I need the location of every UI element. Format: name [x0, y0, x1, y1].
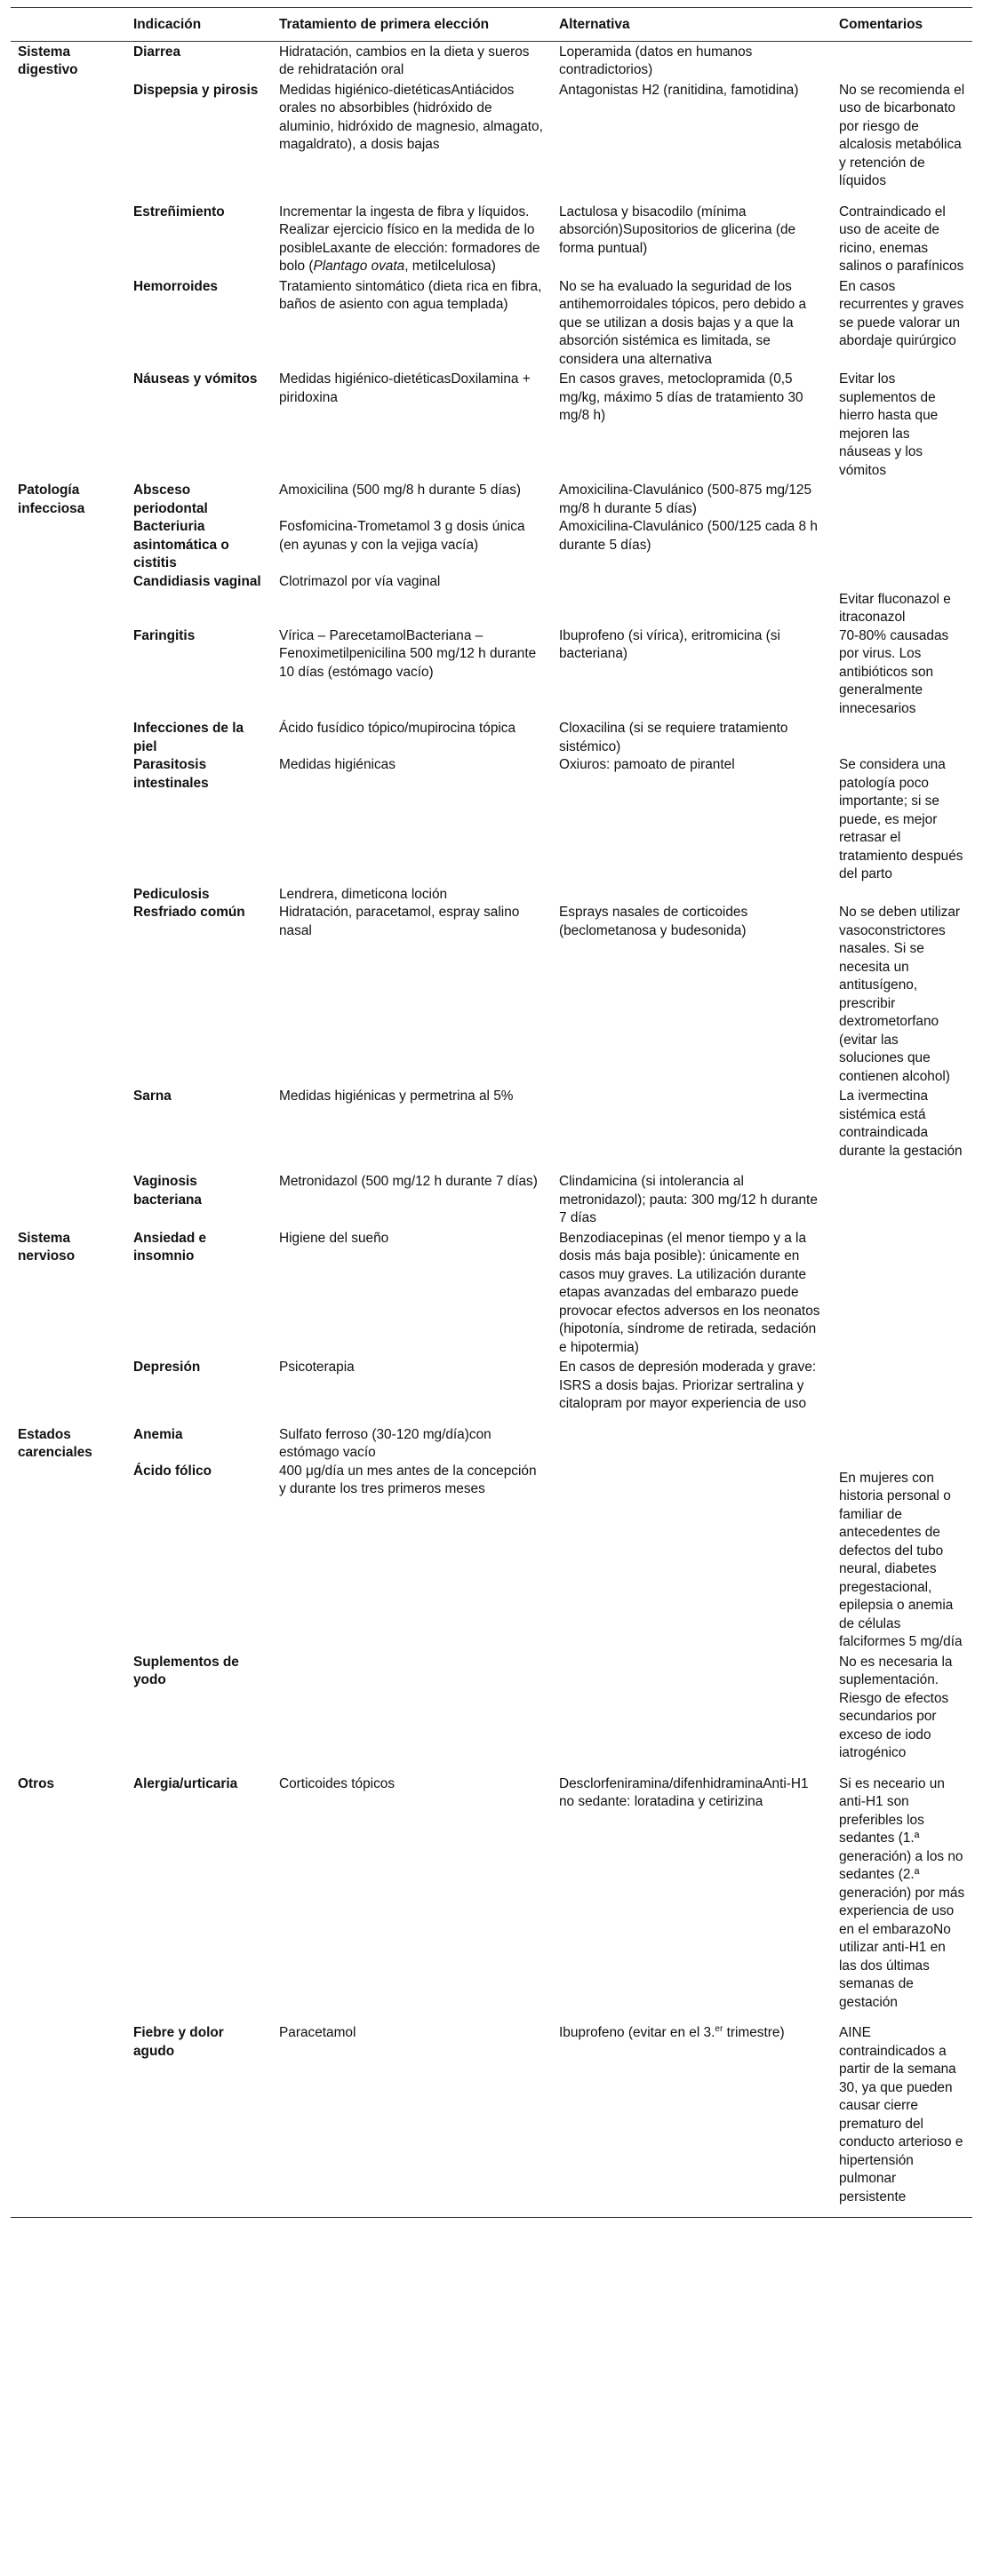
comment: [832, 1228, 972, 1358]
first-choice: Fosfomicina-Trometamol 3 g dosis única (en ayunas y con la vejiga vacía): [279, 519, 525, 553]
table-row: [11, 756, 972, 884]
first-choice: Sulfato ferroso (30-120 mg/día)con estómago vacío: [279, 1426, 492, 1460]
section-label: Patología infecciosa: [18, 483, 85, 516]
section-label: Otros: [18, 1775, 55, 1791]
indication: Suplementos de yodo: [133, 1654, 239, 1687]
header-comentarios: Comentarios: [832, 8, 972, 42]
indication: Estreñimiento: [133, 203, 225, 219]
first-choice: Psicoterapia: [279, 1360, 355, 1375]
indication: Absceso periodontal: [133, 483, 208, 516]
first-choice: Corticoides tópicos: [279, 1775, 396, 1791]
comment: [832, 718, 972, 756]
indication: Ansiedad e insomnio: [133, 1230, 207, 1264]
comment: Si es neceario un anti-H1 son preferibles los sedantes (1.ª generación) a los no sedantes (2.ª generación) por más experiencia de uso en el embarazoNo utilizar anti-H1 en las dos últimas semanas de gestación: [839, 1775, 965, 2010]
indication: Resfriado común: [133, 905, 245, 920]
table-row: [11, 480, 972, 518]
section-label: Sistema digestivo: [18, 44, 78, 77]
comment: [832, 480, 972, 518]
section-label: Estados carenciales: [18, 1426, 92, 1460]
table-row: [11, 884, 972, 905]
indication: Ácido fólico: [133, 1463, 212, 1479]
first-choice: Metronidazol (500 mg/12 h durante 7 días): [279, 1174, 538, 1189]
first-choice: Higiene del sueño: [279, 1230, 389, 1246]
comment: Contraindicado el uso de aceite de ricino, enemas salinos o parafínicos: [839, 203, 964, 274]
alternative: Ibuprofeno (evitar en el 3.$^{er}$ trimestre): [552, 2012, 832, 2218]
comment: AINE contraindicados a partir de la semana 30, ya que pueden causar cierre prematuro del conducto arterioso e hipertensión pulmonar persistente: [832, 2012, 972, 2218]
section-label: Sistema nervioso: [18, 1230, 76, 1264]
table-row: [11, 1357, 972, 1414]
table-row: [11, 1763, 972, 2013]
first-choice: [272, 1652, 552, 1763]
alternative: Antagonistas H2 (ranitidina, famotidina): [559, 82, 799, 98]
comment: [832, 1160, 972, 1228]
alternative: Benzodiacepinas (el menor tiempo y a la dosis más baja posible): únicamente en casos muy graves. La utilización durante etapas avanzadas del embarazo puede provocar efectos adversos en los neonatos (hipotonía, síndrome de retirada, sedación e hipotermia): [559, 1230, 820, 1355]
header-primera-eleccion: Tratamiento de primera elección: [272, 8, 552, 42]
alternative: Amoxicilina-Clavulánico (500/125 cada 8 h durante 5 días): [559, 519, 818, 553]
first-choice: Amoxicilina (500 mg/8 h durante 5 días): [279, 483, 522, 498]
comment: Evitar los suplementos de hierro hasta que mejoren las náuseas y los vómitos: [839, 371, 939, 478]
comment: [832, 1357, 972, 1414]
header-indicacion: Indicación: [126, 8, 272, 42]
indication: Náuseas y vómitos: [133, 371, 258, 387]
table-row: [11, 1228, 972, 1358]
comment: [832, 518, 972, 573]
indication: Fiebre y dolor agudo: [126, 2012, 272, 2218]
comment: Evitar fluconazol e itraconazol: [839, 591, 951, 625]
table-row: [11, 2012, 972, 2218]
first-choice: Vírica – ParecetamolBacteriana – Fenoximetilpenicilina 500 mg/12 h durante 10 días (estómago vacío): [279, 627, 537, 680]
header-section: [11, 8, 126, 42]
alternative: En casos graves, metoclopramida (0,5 mg/kg, máximo 5 días de tratamiento 30 mg/8 h): [559, 371, 803, 423]
alternative: Cloxacilina (si se requiere tratamiento sistémico): [559, 721, 788, 754]
first-choice: Lendrera, dimeticona loción: [279, 886, 448, 902]
table-row: [11, 1086, 972, 1160]
alternative: [552, 1414, 832, 1463]
alternative: [552, 884, 832, 905]
indication: Hemorroides: [133, 278, 218, 294]
indication: Sarna: [133, 1089, 172, 1104]
alternative: Oxiuros: pamoato de pirantel: [559, 757, 735, 772]
indication: Diarrea: [133, 44, 181, 60]
table-row: [11, 276, 972, 370]
alternative: [552, 1086, 832, 1160]
comment: [832, 884, 972, 905]
first-choice: Medidas higiénico-dietéticasDoxilamina + piridoxina: [279, 371, 531, 405]
indication: Depresión: [133, 1360, 201, 1375]
indication: Parasitosis intestinales: [133, 757, 209, 791]
treatment-table: [11, 7, 972, 2218]
table-row: [11, 1414, 972, 1463]
first-choice: Clotrimazol por vía vaginal: [279, 573, 441, 589]
first-choice: Ácido fusídico tópico/mupirocina tópica: [279, 721, 516, 736]
first-choice: Medidas higiénicas y permetrina al 5%: [279, 1089, 514, 1104]
comment: [832, 41, 972, 80]
alternative: [552, 1652, 832, 1763]
alternative: Esprays nasales de corticoides (beclometanosa y budesonida): [559, 905, 748, 938]
table-header: [11, 8, 972, 42]
table-row: [11, 41, 972, 80]
indication: Vaginosis bacteriana: [133, 1174, 202, 1208]
comment: Se considera una patología poco importante; si se puede, es mejor retrasar el tratamiento después del parto: [839, 757, 963, 881]
table-row: [11, 369, 972, 480]
table-row: [11, 191, 972, 276]
comment: [832, 1414, 972, 1463]
alternative: [552, 573, 832, 627]
comment: No se recomienda el uso de bicarbonato por riesgo de alcalosis metabólica y retención de líquidos: [839, 82, 965, 188]
indication: Alergia/urticaria: [133, 1775, 238, 1791]
indication: Bacteriuria asintomática o cistitis: [133, 519, 229, 570]
alternative: En casos de depresión moderada y grave: ISRS a dosis bajas. Priorizar sertralina y citalopram por mayor experiencia de uso: [559, 1360, 817, 1411]
alternative: Amoxicilina-Clavulánico (500-875 mg/125 mg/8 h durante 5 días): [559, 483, 812, 516]
table-row: [11, 1160, 972, 1228]
alternative: No se ha evaluado la seguridad de los antihemorroidales tópicos, pero debido a que se utilizan a dosis bajas y a que la absorción sistémica es limitada, se considera una alternativa: [559, 278, 807, 367]
header-alternativa: Alternativa: [552, 8, 832, 42]
alternative: Ibuprofeno (si vírica), eritromicina (si bacteriana): [559, 627, 780, 661]
table-row: [11, 627, 972, 719]
comment: En casos recurrentes y graves se puede valorar un abordaje quirúrgico: [839, 278, 964, 348]
comment: 70-80% causadas por virus. Los antibióticos son generalmente innecesarios: [839, 627, 949, 716]
first-choice: Medidas higiénicas: [279, 757, 396, 772]
first-choice: Hidratación, cambios en la dieta y sueros de rehidratación oral: [279, 44, 530, 77]
table-row: [11, 80, 972, 191]
first-choice: Tratamiento sintomático (dieta rica en fibra, baños de asiento con agua templada): [279, 278, 542, 312]
table-row: [11, 718, 972, 756]
comment: En mujeres con historia personal o familiar de antecedentes de defectos del tubo neural, diabetes pregestacional, epilepsia o anemia de células falciformes 5 mg/día: [839, 1470, 963, 1649]
alternative: Lactulosa y bisacodilo (mínima absorción)Supositorios de glicerina (de forma puntual): [559, 203, 796, 256]
alternative: Desclorfeniramina/difenhidraminaAnti-H1 no sedante: loratadina y cetirizina: [559, 1775, 809, 1809]
comment: No es necesaria la suplementación. Riesgo de efectos secundarios por exceso de iodo iatrogénico: [839, 1654, 953, 1760]
indication: Dispepsia y pirosis: [133, 82, 259, 98]
table-row: [11, 518, 972, 573]
table-row: [11, 1652, 972, 1763]
comment: No se deben utilizar vasoconstrictores nasales. Si se necesita un antitusígeno, prescribir dextrometorfano (evitar las soluciones que contienen alcohol): [839, 905, 961, 1084]
indication: Pediculosis: [133, 886, 210, 902]
alternative: Loperamida (datos en humanos contradictorios): [559, 44, 753, 77]
first-choice: Incrementar la ingesta de fibra y líquidos. Realizar ejercicio físico en la medida de lo posibleLaxante de elección: formadores de bolo (Plantago ovata, metilcelulosa): [279, 203, 540, 274]
first-choice: Hidratación, paracetamol, espray salino nasal: [279, 905, 520, 938]
table-row: [11, 1463, 972, 1652]
indication: Anemia: [133, 1426, 183, 1442]
first-choice: Paracetamol: [272, 2012, 552, 2218]
table-row: [11, 573, 972, 627]
alternative: Clindamicina (si intolerancia al metronidazol); pauta: 300 mg/12 h durante 7 días: [559, 1174, 818, 1225]
alternative: [552, 1463, 832, 1652]
comment: La ivermectina sistémica está contraindicada durante la gestación: [839, 1089, 963, 1159]
first-choice: 400 μg/día un mes antes de la concepción y durante los tres primeros meses: [279, 1463, 537, 1496]
indication: Candidiasis vaginal: [133, 573, 261, 589]
indication: Infecciones de la piel: [133, 721, 244, 754]
indication: Faringitis: [133, 627, 196, 643]
table-row: [11, 904, 972, 1086]
first-choice: Medidas higiénico-dietéticasAntiácidos orales no absorbibles (hidróxido de aluminio, hidróxido de magnesio, almagato, magaldrato), a dosis bajas: [279, 82, 543, 152]
